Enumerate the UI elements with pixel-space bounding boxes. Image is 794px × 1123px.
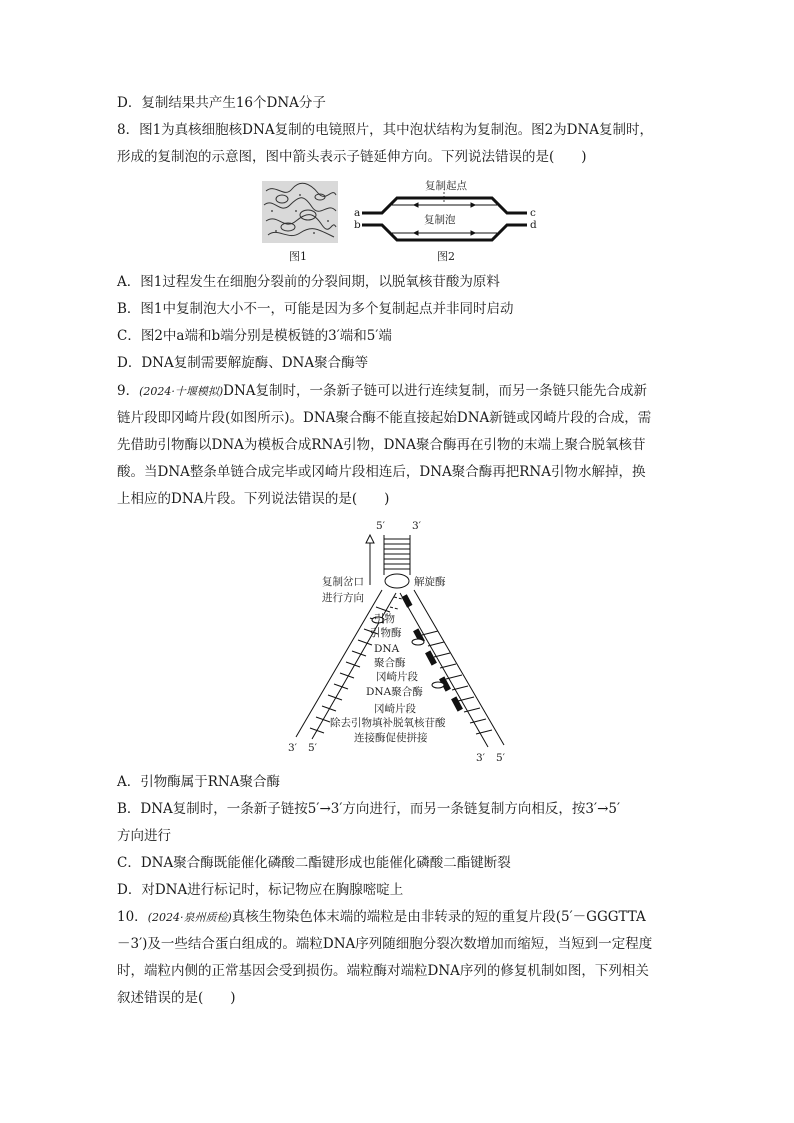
okazaki-label2: 冈崎片段 [374, 703, 416, 715]
fig2-end-c: c [530, 207, 536, 219]
helicase-shape [385, 574, 409, 588]
q9-stem-line4: 酸。当DNA整条单链合成完毕或冈崎片段相连后，DNA聚合酶再把RNA引物水解掉，换 [117, 464, 646, 480]
fork-bottom-left-5prime: 5′ [308, 742, 318, 754]
figure-1-caption: 图1 [289, 250, 307, 263]
q9-stem-line1 [117, 381, 647, 402]
q10-stem-text1: 真核生物染色体末端的端粒是由非转录的短的重复片段(5′－GGGTTA [231, 909, 646, 925]
q10-source: (2024·泉州质检) [147, 911, 232, 924]
dna-polymerase-shape1 [412, 639, 424, 645]
fig2-end-d: d [530, 219, 537, 231]
fork-bottom-right-5prime: 5′ [496, 752, 506, 764]
q10-stem-line3: 时，端粒内侧的正常基因会受到损伤。端粒酶对端粒DNA序列的修复机制如图，下列相关 [117, 963, 649, 979]
q10-stem-line2: －3′)及一些结合蛋白组成的。端粒DNA序列随细胞分裂次数增加而缩短，当短到一定程度 [117, 936, 653, 952]
remove-primer-label: 除去引物填补脱氧核苷酸 [330, 717, 446, 729]
figure-2-replication-bubble [352, 178, 542, 246]
dna-polymerase-label1: DNA [374, 643, 400, 655]
fork-top-3prime: 3′ [412, 520, 422, 532]
figure-1-micrograph [262, 181, 338, 243]
q8-option-b: B．图1中复制泡大小不一，可能是因为多个复制起点并非同时启动 [117, 301, 514, 317]
q9-source: (2024·十堰模拟) [139, 385, 224, 398]
fig2-bubble-label: 复制泡 [424, 214, 456, 226]
fork-top-5prime: 5′ [376, 520, 386, 532]
fig2-end-a: a [354, 207, 361, 219]
fork-bottom-left-3prime: 3′ [288, 742, 298, 754]
okazaki-label1: 冈崎片段 [376, 671, 418, 683]
q10-stem-line1 [117, 907, 646, 928]
primase-label: 引物酶 [370, 627, 402, 639]
q9-stem-text1: DNA复制时，一条新子链可以进行连续复制，而另一条链只能先合成新 [223, 383, 648, 399]
fig2-end-b: b [354, 219, 361, 231]
primer-label: 引物 [374, 613, 395, 625]
fork-direction-label1: 复制岔口 [322, 576, 364, 588]
dna-polymerase-label2: 聚合酶 [374, 657, 406, 669]
fork-direction-label2: 进行方向 [322, 592, 364, 604]
q9-option-d: D．对DNA进行标记时，标记物应在胸腺嘧啶上 [117, 882, 404, 898]
ligase-label: 连接酶促使拼接 [354, 732, 428, 744]
dna-polymerase-full-label: DNA聚合酶 [366, 686, 423, 698]
q8-stem-line1: 8．图1为真核细胞核DNA复制的电镜照片，其中泡状结构为复制泡。图2为DNA复制时， [117, 122, 654, 138]
q8-option-d: D．DNA复制需要解旋酶、DNA聚合酶等 [117, 355, 369, 371]
q9-stem-line2: 链片段即冈崎片段(如图所示)。DNA聚合酶不能直接起始DNA新链或冈崎片段的合成，需 [117, 410, 652, 426]
fig2-origin-label: 复制起点 [425, 180, 467, 192]
q7-option-d: D．复制结果共产生16个DNA分子 [117, 95, 326, 111]
q9-stem-line3: 先借助引物酶以DNA为模板合成RNA引物，DNA聚合酶再在引物的末端上聚合脱氧核苷 [117, 437, 646, 453]
q8-option-c: C．图2中a端和b端分别是模板链的3′端和5′端 [117, 328, 392, 344]
dna-polymerase-shape2 [432, 682, 444, 688]
fork-bottom-right-3prime: 3′ [476, 752, 486, 764]
q9-option-c: C．DNA聚合酶既能催化磷酸二酯键形成也能催化磷酸二酯键断裂 [117, 855, 511, 871]
q8-option-a: A．图1过程发生在细胞分裂前的分裂间期，以脱氧核苷酸为原料 [117, 274, 500, 290]
q9-option-a: A．引物酶属于RNA聚合酶 [117, 774, 280, 790]
figure-2-caption: 图2 [437, 250, 455, 263]
q9-option-b-line2: 方向进行 [117, 828, 171, 844]
figure-replication-fork [282, 515, 522, 765]
q9-number: 9． [117, 383, 140, 399]
q10-number: 10． [117, 909, 148, 925]
q10-stem-line4: 叙述错误的是( ) [117, 990, 236, 1006]
q9-option-b-line1: B．DNA复制时，一条新子链按5′→3′方向进行，而另一条链复制方向相反，按3′→5′ [117, 801, 621, 817]
helicase-label: 解旋酶 [414, 576, 446, 588]
q8-stem-line2: 形成的复制泡的示意图，图中箭头表示子链延伸方向。下列说法错误的是( ) [117, 149, 587, 165]
q9-stem-line5: 上相应的DNA片段。下列说法错误的是( ) [117, 491, 390, 507]
